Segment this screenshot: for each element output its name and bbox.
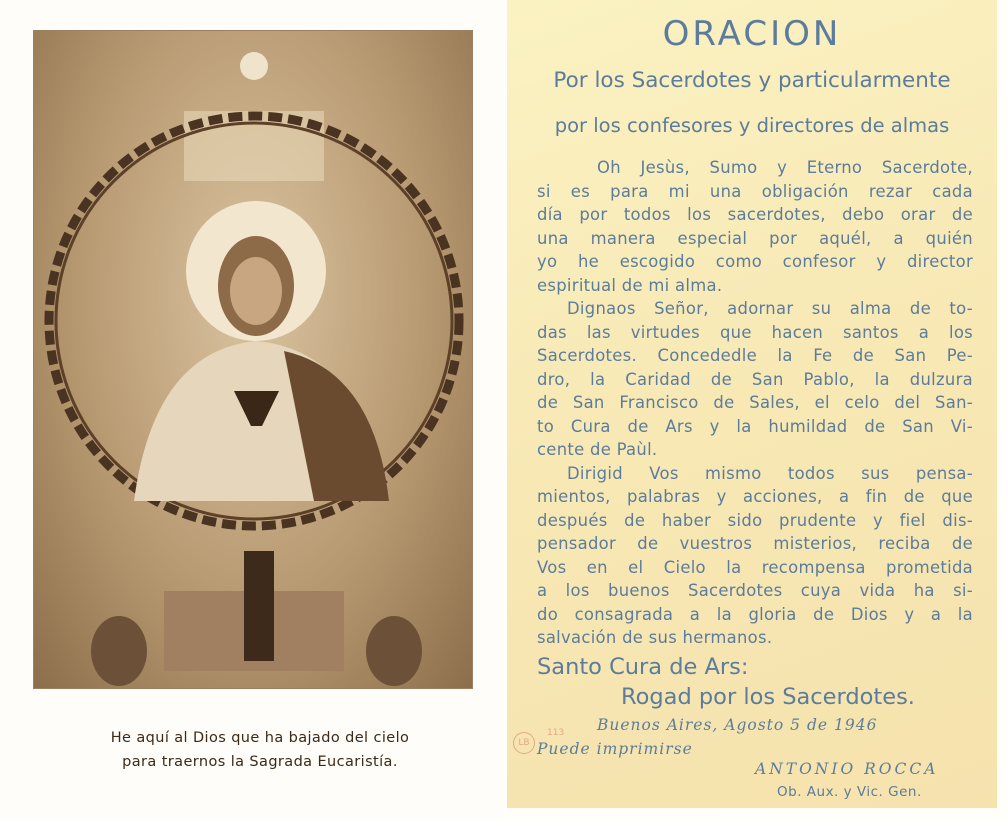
prayer-subtitle-line: Por los Sacerdotes y particularmente [553, 68, 951, 93]
body-line: pensador de vuestros misterios, reciba de [537, 534, 973, 553]
body-line: salvación de sus hermanos. [537, 628, 773, 647]
signatory-title: Ob. Aux. y Vic. Gen. [777, 784, 922, 800]
body-line: una manera especial por aquél, a quién [537, 228, 973, 248]
body-line: Dignaos Señor, adornar su alma de to- [567, 299, 973, 318]
body-line: de San Francisco de Sales, el celo del San- [537, 393, 973, 412]
body-line: Sacerdotes. Concededle la Fe de San Pe- [537, 346, 973, 365]
place-date: Buenos Aires, Agosto 5 de 1946 [597, 716, 878, 734]
body-line: después de haber sido prudente y fiel dis- [537, 510, 973, 530]
body-line: das las virtudes que hacen santos a los [537, 322, 973, 342]
body-line: to Cura de Ars y la humildad de San Vi- [537, 416, 973, 436]
library-stamp: LB [513, 732, 535, 754]
body-line: si es para mi una obligación rezar cada [537, 181, 973, 201]
prayer-title: ORACION [662, 14, 842, 54]
devotional-image [33, 30, 473, 689]
image-caption [60, 726, 460, 774]
body-line: cente de Paùl. [537, 440, 658, 459]
christ-with-chalice-icon [34, 31, 472, 688]
body-line: Oh Jesùs, Sumo y Eterno Sacerdote, [597, 158, 973, 177]
signatory: ANTONIO ROCCA [755, 760, 939, 778]
body-line: día por todos los sacerdotes, debo orar de [537, 205, 973, 224]
body-line: Vos en el Cielo la recompensa prometida [537, 557, 973, 577]
body-line: yo he escogido como confesor y director [537, 252, 973, 271]
body-line: dro, la Caridad de San Pablo, la dulzura [537, 369, 973, 389]
prayer-subtitle-line: por los confesores y directores de almas [554, 114, 950, 137]
imprimatur: Puede imprimirse [537, 740, 693, 758]
body-line: a los buenos Sacerdotes cuya vida ha si- [537, 581, 973, 600]
prayer-body [537, 156, 973, 650]
invocation: Santo Cura de Ars: [537, 654, 749, 680]
body-line: mientos, palabras y acciones, a fin de que [537, 487, 973, 506]
body-line: Dirigid Vos mismo todos sus pensa- [567, 463, 973, 483]
invocation-response: Rogad por los Sacerdotes. [621, 684, 915, 710]
body-line: espiritual de mi alma. [537, 275, 723, 295]
stamp-number: 113 [547, 728, 565, 738]
caption-line: He aquí al Dios que ha bajado del cielo [110, 730, 410, 746]
holy-card-back [507, 0, 997, 808]
caption-line: para traernos la Sagrada Eucaristía. [122, 754, 398, 770]
body-line: do consagrada a la gloria de Dios y a la [537, 604, 973, 624]
